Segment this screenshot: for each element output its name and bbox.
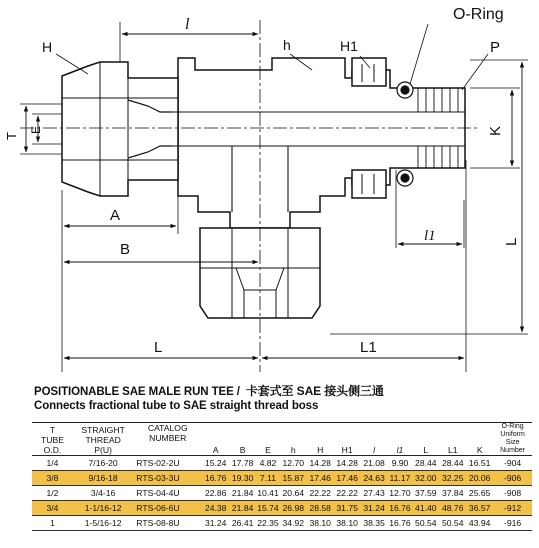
col-l1: L1: [447, 445, 458, 455]
o-ring-label: O-Ring: [453, 6, 504, 23]
cell-l: 37.59: [415, 488, 437, 498]
cell-l1: 32.25: [439, 471, 466, 486]
col-b: B: [239, 445, 246, 455]
cell-k: 20.06: [466, 471, 493, 486]
h1-label: H1: [340, 38, 358, 54]
cell-k: 43.94: [468, 518, 491, 528]
cell-t: 3/4: [32, 501, 73, 516]
cell-h1: 14.28: [336, 458, 358, 468]
cell-l1: 37.84: [441, 488, 464, 498]
cell-catalog: RTS-06-6U: [133, 501, 202, 516]
cell-l1: 28.44: [441, 458, 464, 468]
cell-l1: 50.54: [441, 518, 464, 528]
cell-l1: 16.76: [389, 518, 411, 528]
l1-bottom-label: L1: [360, 339, 377, 356]
cell-a: 16.76: [202, 471, 229, 486]
cell-oring: -908: [503, 488, 522, 498]
col-k: K: [476, 445, 483, 455]
cell-l1: 11.17: [388, 471, 413, 486]
cell-h1: 38.10: [336, 518, 358, 528]
cell-catalog: RTS-04-4U: [136, 488, 180, 498]
cell-h: 22.22: [309, 488, 331, 498]
cell-thread: 3/4-16: [90, 488, 116, 498]
h-body-label: h: [283, 37, 291, 53]
cell-e: 22.35: [257, 518, 279, 528]
a-label: A: [110, 207, 121, 224]
cell-l: 41.40: [412, 501, 439, 516]
cell-oring: -912: [493, 501, 532, 516]
cell-l1: 9.90: [391, 458, 409, 468]
cell-h: 26.98: [280, 501, 307, 516]
cell-l1: 16.76: [388, 501, 413, 516]
col-l: l: [373, 445, 376, 455]
cell-b: 21.84: [229, 501, 256, 516]
cell-e: 10.41: [257, 488, 279, 498]
cell-h: 14.28: [309, 458, 331, 468]
cell-h: 38.10: [309, 518, 331, 528]
spec-table: [32, 422, 532, 531]
cell-t: 1/4: [46, 458, 59, 468]
cell-t: 1: [50, 518, 55, 528]
cell-thread: 7/16-20: [88, 458, 118, 468]
product-heading: [34, 384, 534, 413]
cell-oring: -906: [493, 471, 532, 486]
cell-e: 15.74: [256, 501, 280, 516]
cell-h: 34.92: [282, 518, 305, 528]
cell-l1: 48.76: [439, 501, 466, 516]
col-e: E: [265, 445, 271, 455]
cell-l: 31.24: [361, 501, 388, 516]
cell-l: 24.63: [361, 471, 388, 486]
cell-b: 19.30: [229, 471, 256, 486]
cell-h: 17.46: [307, 471, 334, 486]
cell-thread: 1-5/16-12: [84, 518, 122, 528]
col-l1-small: l1: [396, 445, 404, 455]
cell-t: 1/2: [46, 488, 59, 498]
heading-subtitle: Connects fractional tube to SAE straight thread boss: [34, 400, 319, 412]
cell-l: 38.35: [363, 518, 385, 528]
cell-a: 22.86: [204, 488, 227, 498]
col-h-upper: H: [317, 445, 324, 455]
cell-b: 17.78: [231, 458, 254, 468]
left-nut: [62, 62, 178, 196]
tee-body: [178, 58, 465, 228]
cell-thread: 9/16-18: [73, 471, 133, 486]
heading-title-cn: 卡套式至 SAE 接头侧三通: [245, 384, 384, 398]
b-label: B: [120, 241, 131, 258]
cell-k: 25.65: [468, 488, 491, 498]
cell-h: 12.70: [282, 458, 305, 468]
cell-catalog: RTS-08-8U: [136, 518, 180, 528]
cell-k: 36.57: [466, 501, 493, 516]
cell-catalog: RTS-03-3U: [133, 471, 202, 486]
col-o-ring: O-Ring Uniform Size Number: [500, 423, 526, 454]
cell-l: 50.54: [415, 518, 437, 528]
col-l-upper: L: [423, 445, 429, 455]
l-right-label: L: [503, 237, 520, 246]
table-row: [32, 471, 532, 486]
cell-l: 21.08: [363, 458, 385, 468]
h-nut-label: H: [42, 39, 53, 55]
cell-e: 7.11: [256, 471, 280, 486]
cell-b: 21.84: [231, 488, 254, 498]
cell-h: 15.87: [280, 471, 307, 486]
table-row: [32, 501, 532, 516]
p-label: P: [490, 39, 501, 56]
cell-a: 15.24: [204, 458, 227, 468]
cell-oring: -916: [503, 518, 522, 528]
col-h: h: [290, 445, 296, 455]
t-label: T: [4, 132, 19, 140]
heading-title: POSITIONABLE SAE MALE RUN TEE /: [34, 386, 240, 398]
col-a: A: [212, 445, 219, 455]
cell-h1: 22.22: [336, 488, 358, 498]
table-row: [32, 456, 532, 471]
l-label: l: [185, 16, 190, 33]
cell-e: 4.82: [259, 458, 277, 468]
cell-h1: 31.75: [334, 501, 361, 516]
cell-a: 24.38: [202, 501, 229, 516]
cell-b: 26.41: [231, 518, 254, 528]
cell-a: 31.24: [204, 518, 227, 528]
k-label: K: [487, 125, 504, 136]
l-bottom-label: L: [154, 339, 163, 356]
cell-l: 28.44: [415, 458, 437, 468]
cell-k: 16.51: [468, 458, 491, 468]
cell-l: 32.00: [412, 471, 439, 486]
e-label: E: [29, 125, 43, 134]
table-row: [32, 486, 532, 501]
l1-label: l1: [424, 228, 436, 244]
cell-l1: 12.70: [389, 488, 411, 498]
col-tube-od: T TUBE O.D.: [41, 425, 64, 455]
col-straight-thread: STRAIGHT THREAD P(U): [81, 425, 125, 455]
cell-h: 28.58: [307, 501, 334, 516]
cell-thread: 1-1/16-12: [73, 501, 133, 516]
cell-catalog: RTS-02-2U: [136, 458, 180, 468]
cell-t: 3/8: [32, 471, 73, 486]
col-catalog: CATALOG NUMBER: [147, 423, 188, 443]
cell-h: 20.64: [282, 488, 305, 498]
table-row: [32, 516, 532, 531]
col-h1: H1: [341, 445, 353, 455]
cell-oring: -904: [503, 458, 522, 468]
cell-h1: 17.46: [334, 471, 361, 486]
cell-l: 27.43: [363, 488, 385, 498]
